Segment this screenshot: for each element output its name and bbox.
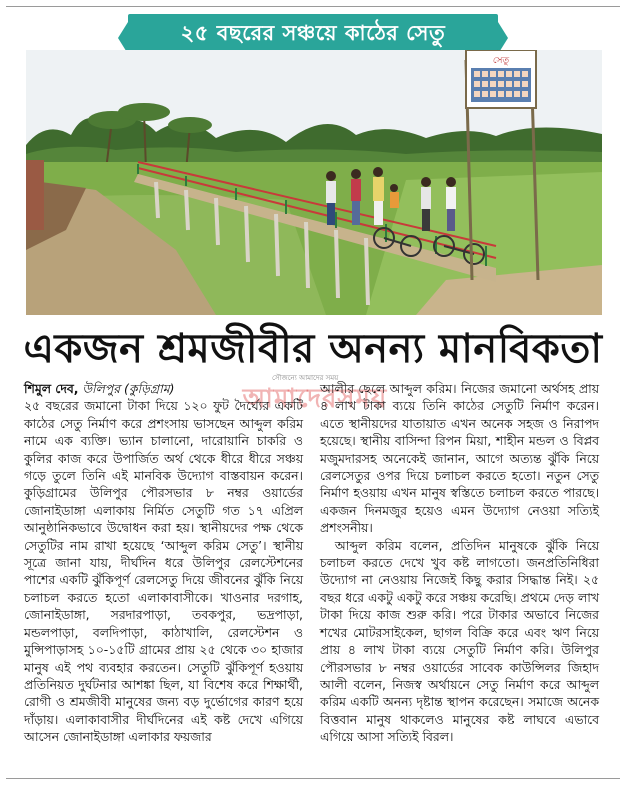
byline — [24, 380, 303, 397]
article-paragraph: আলীর ছেলে আব্দুল করিম। নিজের জমানো অর্থসহ প্রায় ৪ লাখ টাকা ব্যয়ে তিনি কাঠের সেতুটি নির্মাণ করেন। এতে স্থানীয়দের যাতায়াত এখন অনেক সহজ ও নিরাপদ হয়েছে। স্থানীয় বাসিন্দা রিপন মিয়া, শাহীন মন্ডল ও বিপ্লব মজুমদারসহ অনেকেই জানান, আগে অত্যন্ত ঝুঁকি নিয়ে রেলসেতুর ওপর দিয়ে চলাচল করতে হতো। নতুন সেতু নির্মাণ হওয়ায় এখন মানুষ স্বস্তিতে চলাচল করতে পারছে। একজন দিনমজুর হয়েও এমন উদ্যোগ নেওয়া সত্যিই প্রশংসনীয়। — [320, 381, 599, 536]
article-body — [24, 380, 600, 775]
signboard-text: সেতু — [492, 56, 510, 66]
bottom-rule — [6, 778, 620, 779]
watermark: আমাদেরসময় — [242, 384, 388, 414]
watermark-small: সৌজন্যে আমাদের সময় — [272, 374, 339, 382]
top-banner — [128, 14, 498, 54]
headline: একজন শ্রমজীবীর অনন্য মানবিকতা — [23, 326, 603, 372]
bridge-photo-illustration — [26, 50, 602, 315]
top-rule — [6, 6, 620, 7]
bridge-photo — [26, 50, 602, 315]
article-paragraph: ২৫ বছরের জমানো টাকা দিয়ে ১২০ ফুট দৈর্ঘ্যের একটি কাঠের সেতু নির্মাণ করে প্রশংসায় ভাসছেন আব্দুল করিম নামে এক ব্যক্তি। ভ্যান চালানো, দারোয়ানি চাকরি ও কুলির কাজ করে উপার্জিত অর্থ থেকে ধীরে ধীরে সঞ্চয় গড়ে তুলে তিনি এই মানবিক উদ্যোগ বাস্তবায়ন করেন। কুড়িগ্রামের উলিপুর পৌরসভার ৮ নম্বর ওয়ার্ডের জোনাইডাঙ্গা এলাকায় নির্মিত সেতুটি গত ১৭ এপ্রিল আনুষ্ঠানিকভাবে উদ্বোধন করা হয়। স্থানীয়দের পক্ষ থেকে সেতুটির নাম রাখা হয়েছে ‘আব্দুল করিম সেতু’। স্থানীয় সূত্রে জানা যায়, দীর্ঘদিন ধরে উলিপুর রেলস্টেশনের পাশের একটি ঝুঁকিপূর্ণ রেলসেতু দিয়ে জীবনের ঝুঁকি নিয়ে চলাচল করতে হতো এলাকাবাসীকে। খাওনার দরগাহ, জোনাইডাঙ্গা, সরদারপাড়া, তবকপুর, ভদ্রপাড়া, মন্ডলপাড়া, বলদিপাড়া, কাঠাখালি, রেলস্টেশন ও মুন্সিপাড়াসহ ১০-১৫টি গ্রামের প্রায় ২৫ থেকে ৩০ হাজার মানুষ এই পথ ব্যবহার করতেন। সেতুটি ঝুঁকিপূর্ণ হওয়ায় প্রতিনিয়ত দুর্ঘটনার আশঙ্কা ছিল, যা বিশেষ করে শিক্ষার্থী, রোগী ও শ্রমজীবী মানুষের জন্য বড় দুর্ভোগের কারণ হয়ে দাঁড়ায়। এলাকাবাসীর দীর্ঘদিনের এই কষ্ট দেখে এগিয়ে আসেন জোনাইডাঙ্গা এলাকার ফয়জার — [24, 398, 303, 745]
byline-author: শিমুল দেব, — [24, 381, 79, 396]
article-paragraph: আব্দুল করিম বলেন, প্রতিদিন মানুষকে ঝুঁকি নিয়ে চলাচল করতে দেখে খুব কষ্ট লাগতো। জনপ্রতিনিধিরা উদ্যোগ না নেওয়ায় নিজেই কিছু করার সিদ্ধান্ত নিই। ২৫ বছর ধরে একটু একটু করে সঞ্চয় করেছি। প্রথমে দেড় লাখ টাকা দিয়ে কাজ শুরু করি। পরে টাকার অভাবে নিজের শখের মোটরসাইকেল, ছাগল বিক্রি করে এবং ঋণ নিয়ে প্রায় ৪ লাখ টাকা ব্যয়ে সেতুটি নির্মাণ করি। উলিপুর পৌরসভার ৮ নম্বর ওয়ার্ডের সাবেক কাউন্সিলর জিহাদ আলী বলেন, নিজস্ব অর্থায়নে সেতু নির্মাণ করে আব্দুল করিম একটি অনন্য দৃষ্টান্ত স্থাপন করেছেন। সমাজে অনেক বিত্তবান মানুষ থাকলেও মানুষের কষ্ট লাঘবে এভাবে এগিয়ে আসা সত্যিই বিরল। — [320, 537, 599, 745]
byline-place: উলিপুর (কুড়িগ্রাম) — [82, 381, 175, 396]
article-column-left — [24, 380, 303, 746]
top-banner-text: ২৫ বছরের সঞ্চয়ে কাঠের সেতু — [180, 20, 446, 45]
article-column-right — [320, 380, 599, 746]
